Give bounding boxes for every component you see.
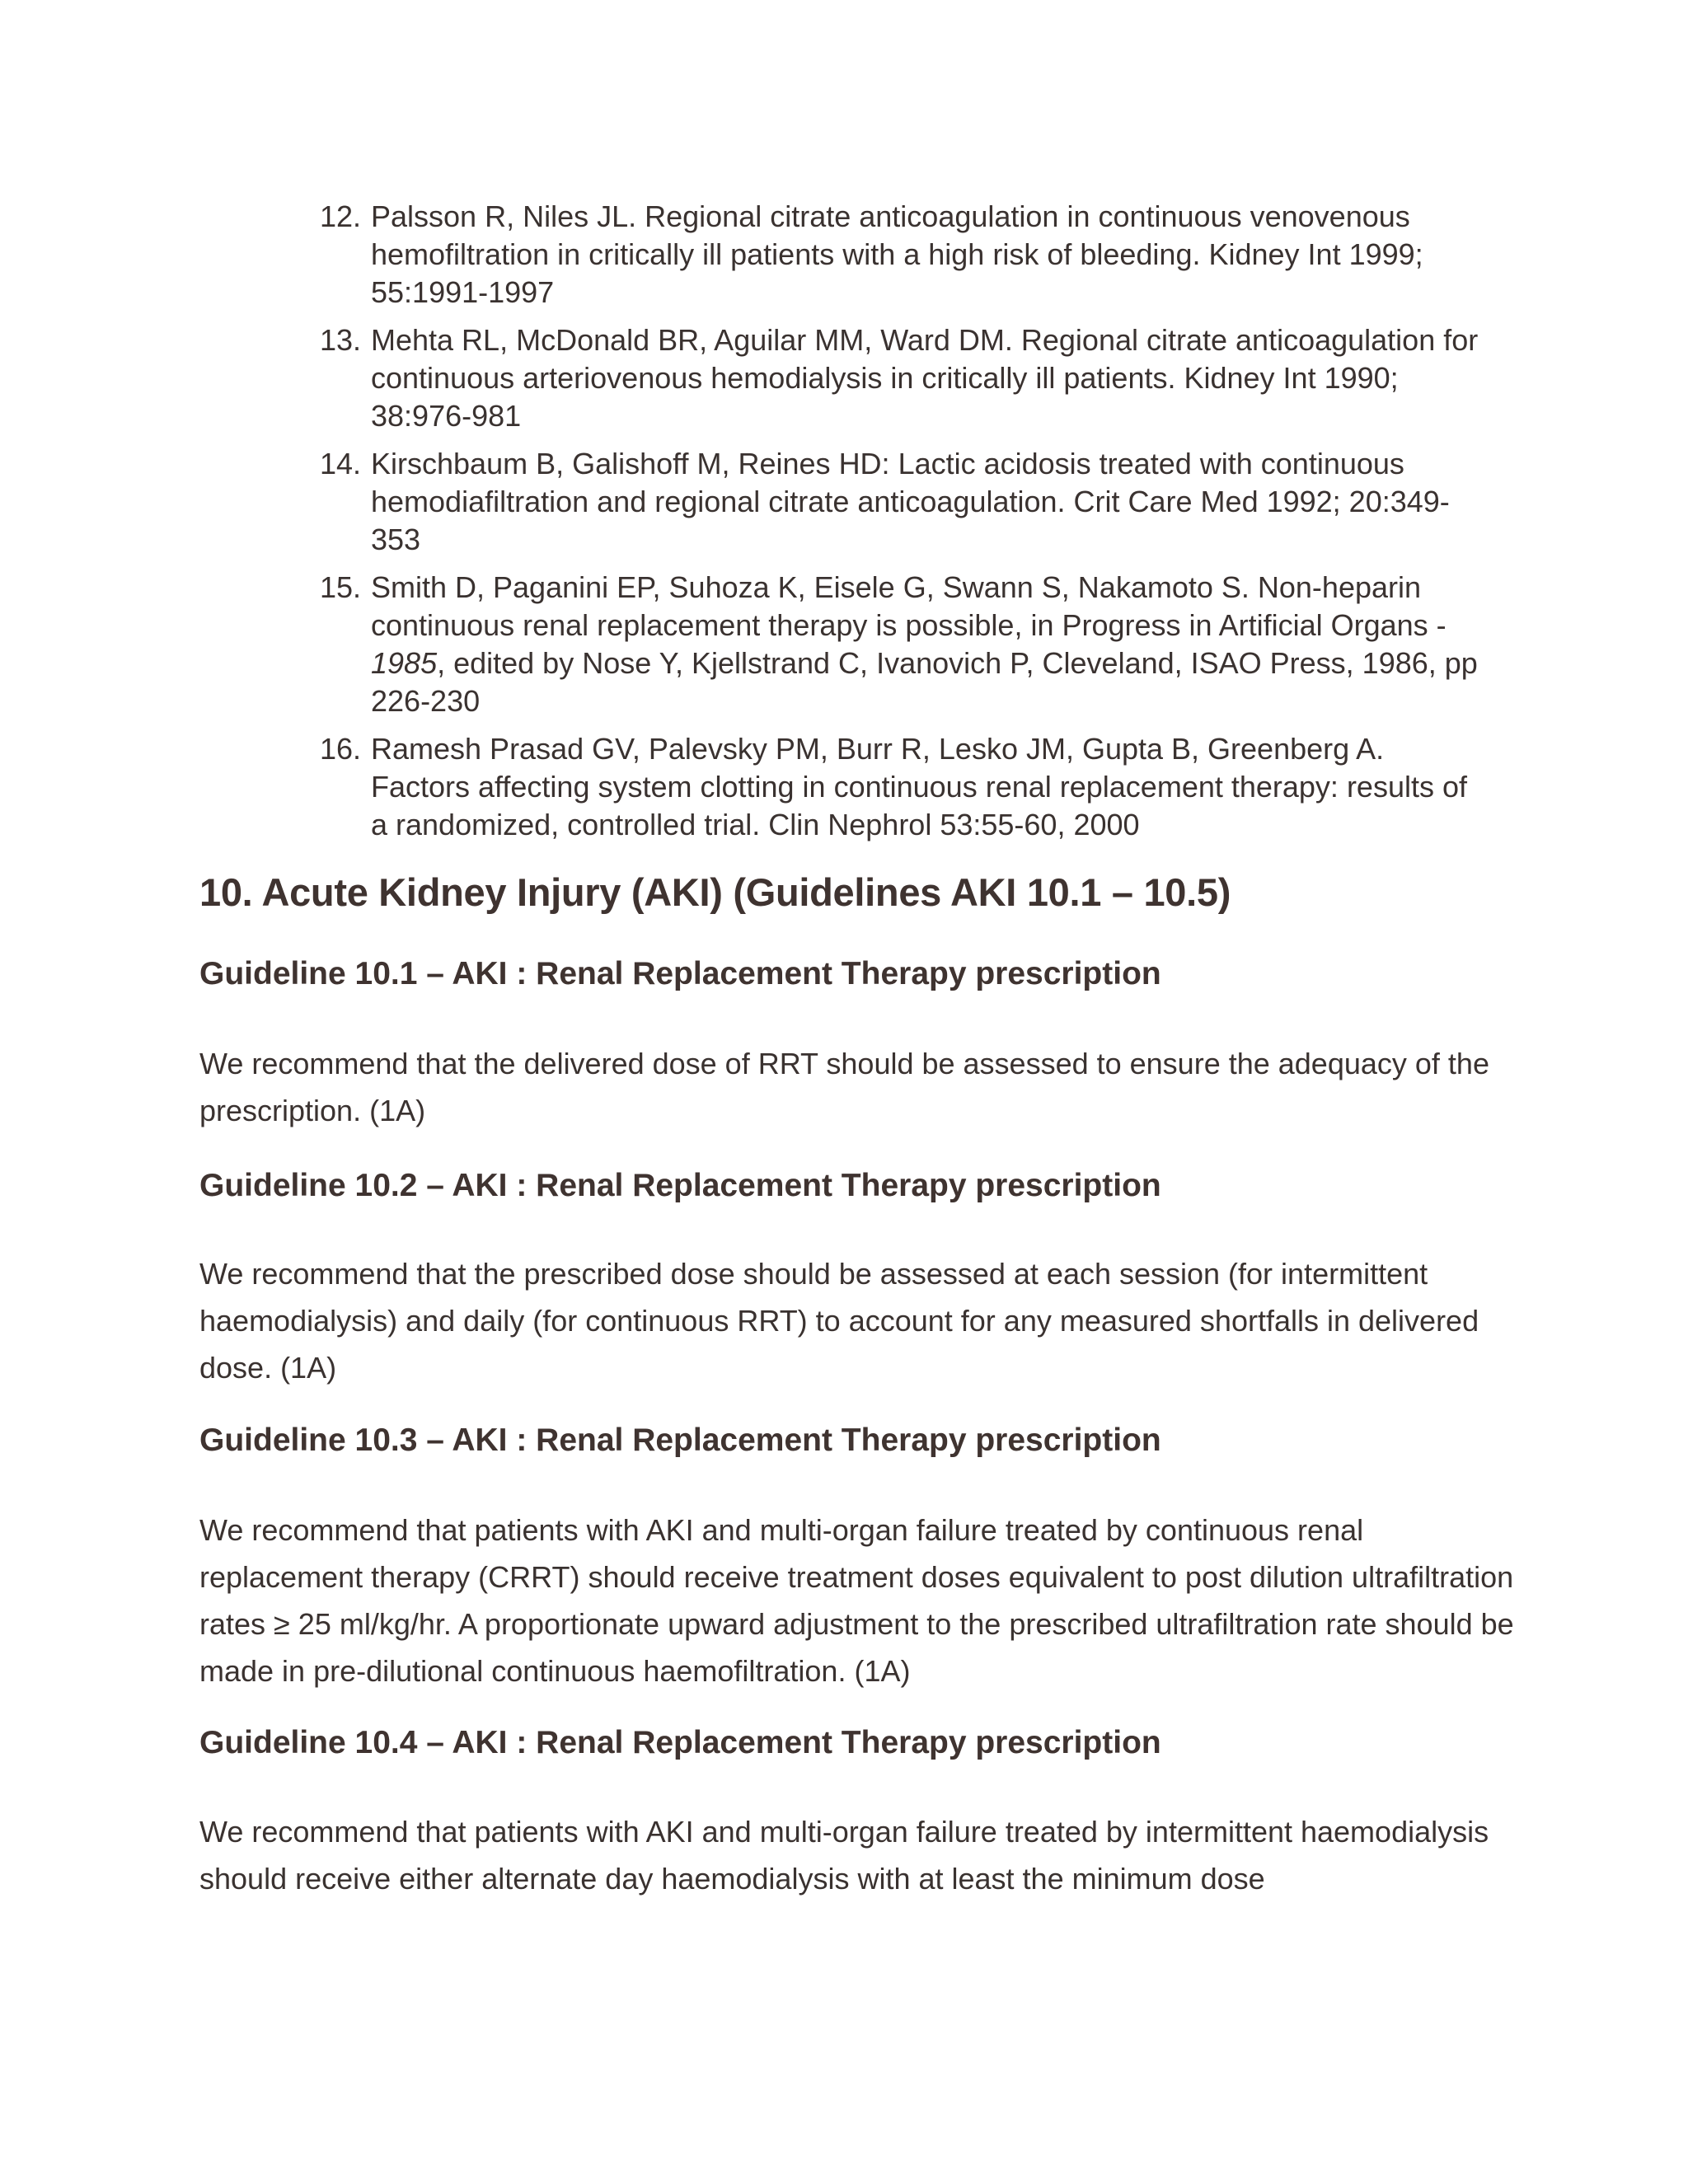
- reference-text: Mehta RL, McDonald BR, Aguilar MM, Ward DM. Regional citrate anticoagulation for continuous arteriovenous hemodialysis in critically ill patients. Kidney Int 1990; 38:976-981: [371, 323, 1479, 433]
- reference-number: 13.: [320, 323, 362, 357]
- reference-number: 12.: [320, 199, 362, 233]
- reference-text: Kirschbaum B, Galishoff M, Reines HD: Lactic acidosis treated with continuous hemodiafiltration and regional citrate anticoagulation. Crit Care Med 1992; 20:349-353: [371, 447, 1450, 556]
- reference-item: [320, 321, 1490, 435]
- reference-list: [320, 198, 1490, 854]
- reference-item: [320, 569, 1490, 720]
- guideline-body: We recommend that patients with AKI and multi-organ failure treated by continuous renal replacement therapy (CRRT) should receive treatment doses equivalent to post dilution ultrafiltration rates ≥ 25 ml/kg/hr. A proportionate upward adjustment to the prescribed ultrafiltration rate should be made in pre-dilutional continuous haemofiltration. (1A): [199, 1513, 1514, 1688]
- guideline-heading: Guideline 10.3 – AKI : Renal Replacement Therapy prescription: [199, 1422, 1161, 1458]
- reference-text-part: , edited by Nose Y, Kjellstrand C, Ivanovich P, Cleveland, ISAO Press, 1986, pp 226-230: [371, 646, 1478, 718]
- reference-item: [320, 445, 1490, 559]
- reference-text: Ramesh Prasad GV, Palevsky PM, Burr R, Lesko JM, Gupta B, Greenberg A. Factors affecting system clotting in continuous renal replacement therapy: results of a randomized, controlled trial. Clin Nephrol 53:55-60, 2000: [371, 732, 1467, 841]
- guideline-body: We recommend that the delivered dose of RRT should be assessed to ensure the adequacy of the prescription. (1A): [199, 1047, 1489, 1127]
- guideline-heading: Guideline 10.1 – AKI : Renal Replacement Therapy prescription: [199, 956, 1161, 991]
- guideline-body: We recommend that the prescribed dose should be assessed at each session (for intermittent haemodialysis) and daily (for continuous RRT) to account for any measured shortfalls in delivered dose. (1A): [199, 1257, 1479, 1385]
- reference-year-italic: 1985: [371, 646, 438, 680]
- reference-text: [371, 570, 1478, 718]
- reference-text-part: Smith D, Paganini EP, Suhoza K, Eisele G, Swann S, Nakamoto S. Non-heparin continuous renal replacement therapy is possible, in Progress in Artificial Organs -: [371, 570, 1447, 642]
- guideline-heading: Guideline 10.2 – AKI : Renal Replacement Therapy prescription: [199, 1168, 1161, 1203]
- reference-item: [320, 730, 1490, 844]
- guideline-heading: Guideline 10.4 – AKI : Renal Replacement Therapy prescription: [199, 1725, 1161, 1760]
- reference-text: Palsson R, Niles JL. Regional citrate anticoagulation in continuous venovenous hemofiltration in critically ill patients with a high risk of bleeding. Kidney Int 1999; 55:1991-1997: [371, 199, 1423, 309]
- reference-item: [320, 198, 1490, 312]
- reference-number: 14.: [320, 447, 362, 480]
- reference-number: 15.: [320, 570, 362, 604]
- reference-number: 16.: [320, 732, 362, 766]
- section-heading: 10. Acute Kidney Injury (AKI) (Guidelines AKI 10.1 – 10.5): [199, 870, 1231, 914]
- guideline-body: We recommend that patients with AKI and multi-organ failure treated by intermittent haemodialysis should receive either alternate day haemodialysis with at least the minimum dose: [199, 1815, 1489, 1896]
